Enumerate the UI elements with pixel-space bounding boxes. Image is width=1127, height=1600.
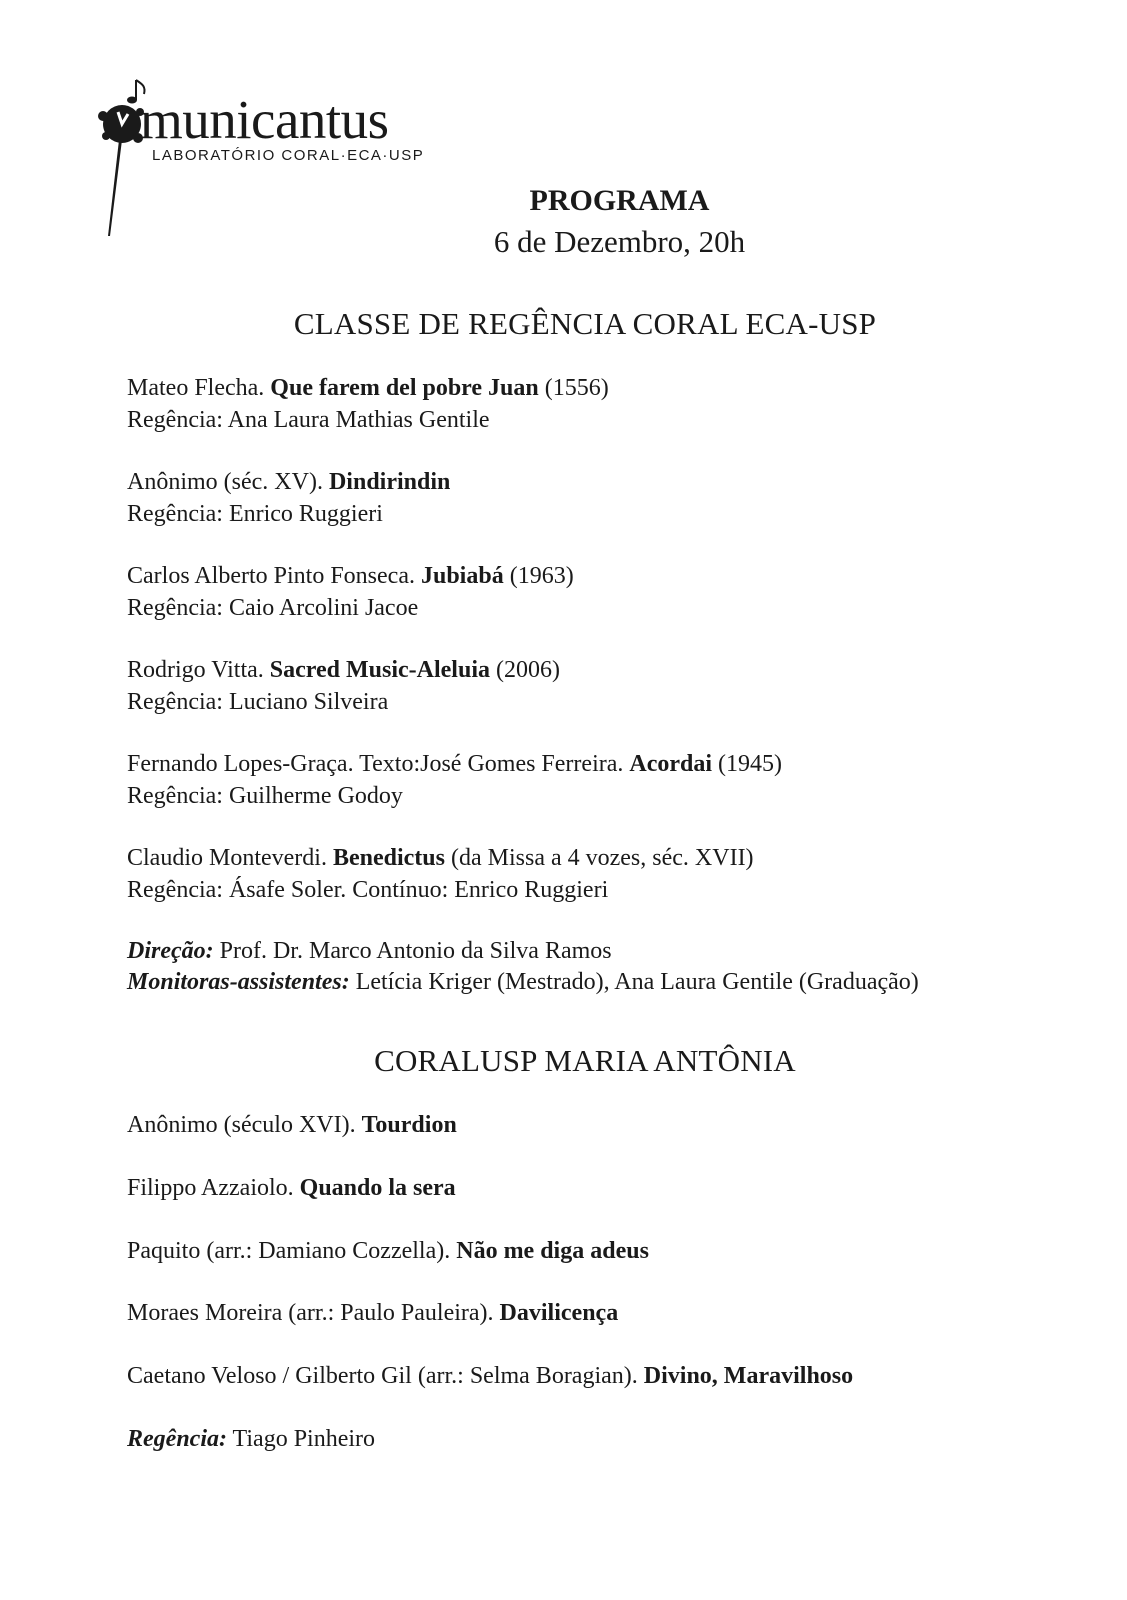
composer: Claudio Monteverdi. xyxy=(127,845,333,871)
work-details: (da Missa a 4 vozes, séc. XVII) xyxy=(444,845,754,871)
logo-wordmark: municantus xyxy=(140,89,389,150)
work-title: Divino, Maravilhoso xyxy=(643,1363,854,1389)
credit-value: Letícia Kriger (Mestrado), Ana Laura Gentile (Graduação) xyxy=(349,969,919,995)
program-entry xyxy=(127,1298,618,1330)
work-details: (2006) xyxy=(490,657,560,683)
program-entry xyxy=(127,561,574,624)
work-title: Não me diga adeus xyxy=(456,1238,649,1264)
composer: Anônimo (século XVI). xyxy=(127,1112,362,1138)
program-title: PROGRAMA xyxy=(529,184,710,217)
conductor: Regência: Ásafe Soler. Contínuo: Enrico Ruggieri xyxy=(127,876,609,903)
program-entry xyxy=(127,467,450,530)
credit-label: Regência: xyxy=(127,1426,227,1452)
composer: Fernando Lopes-Graça. Texto:José Gomes Ferreira. xyxy=(127,751,630,777)
program-entry xyxy=(127,1110,457,1142)
credit-label: Direção: xyxy=(127,938,214,964)
program-entry xyxy=(127,1173,456,1205)
credit-label: Monitoras-assistentes: xyxy=(127,969,350,995)
composer: Mateo Flecha. xyxy=(127,375,271,401)
program-entry xyxy=(127,655,560,718)
composer: Caetano Veloso / Gilberto Gil (arr.: Selma Boragian). xyxy=(127,1363,644,1389)
composer: Anônimo (séc. XV). xyxy=(127,469,329,495)
work-details: (1963) xyxy=(503,563,574,589)
conductor: Regência: Ana Laura Mathias Gentile xyxy=(127,406,490,433)
work-title: Que farem del pobre Juan xyxy=(270,375,539,401)
work-details: (1556) xyxy=(538,375,609,401)
section-title-regencia: CLASSE DE REGÊNCIA CORAL ECA-USP xyxy=(293,306,877,341)
composer: Moraes Moreira (arr.: Paulo Pauleira). xyxy=(127,1300,500,1326)
credit-regencia xyxy=(127,1424,375,1456)
credit-value: Tiago Pinheiro xyxy=(226,1426,376,1452)
work-title: Acordai xyxy=(629,751,713,777)
work-title: Davilicença xyxy=(499,1300,619,1326)
program-entry xyxy=(127,1361,853,1393)
section-title-coralusp: CORALUSP MARIA ANTÔNIA xyxy=(374,1043,796,1078)
conductor: Regência: Caio Arcolini Jacoe xyxy=(127,594,419,621)
credit-direcao xyxy=(127,936,612,968)
work-title: Jubiabá xyxy=(420,563,504,589)
composer: Rodrigo Vitta. xyxy=(127,657,270,683)
program-date: 6 de Dezembro, 20h xyxy=(493,224,746,259)
work-title: Dindirindin xyxy=(328,469,451,495)
credit-value: Prof. Dr. Marco Antonio da Silva Ramos xyxy=(213,938,612,964)
program-entry xyxy=(127,843,754,906)
logo-subtitle: LABORATÓRIO CORAL·ECA·USP xyxy=(152,147,425,164)
conductor: Regência: Enrico Ruggieri xyxy=(127,500,383,527)
credit-monitoras xyxy=(127,967,919,999)
composer: Carlos Alberto Pinto Fonseca. xyxy=(127,563,421,589)
work-details: (1945) xyxy=(712,751,783,777)
comunicantus-logo xyxy=(62,78,462,243)
conductor: Regência: Guilherme Godoy xyxy=(127,782,403,809)
work-title: Benedictus xyxy=(332,845,445,871)
program-entry xyxy=(127,749,782,812)
work-title: Quando la sera xyxy=(299,1175,456,1201)
program-entry xyxy=(127,373,609,436)
work-title: Sacred Music-Aleluia xyxy=(269,657,490,683)
conductor: Regência: Luciano Silveira xyxy=(127,688,389,715)
program-entry xyxy=(127,1236,649,1268)
work-title: Tourdion xyxy=(361,1112,457,1138)
composer: Paquito (arr.: Damiano Cozzella). xyxy=(127,1238,457,1264)
composer: Filippo Azzaiolo. xyxy=(127,1175,300,1201)
